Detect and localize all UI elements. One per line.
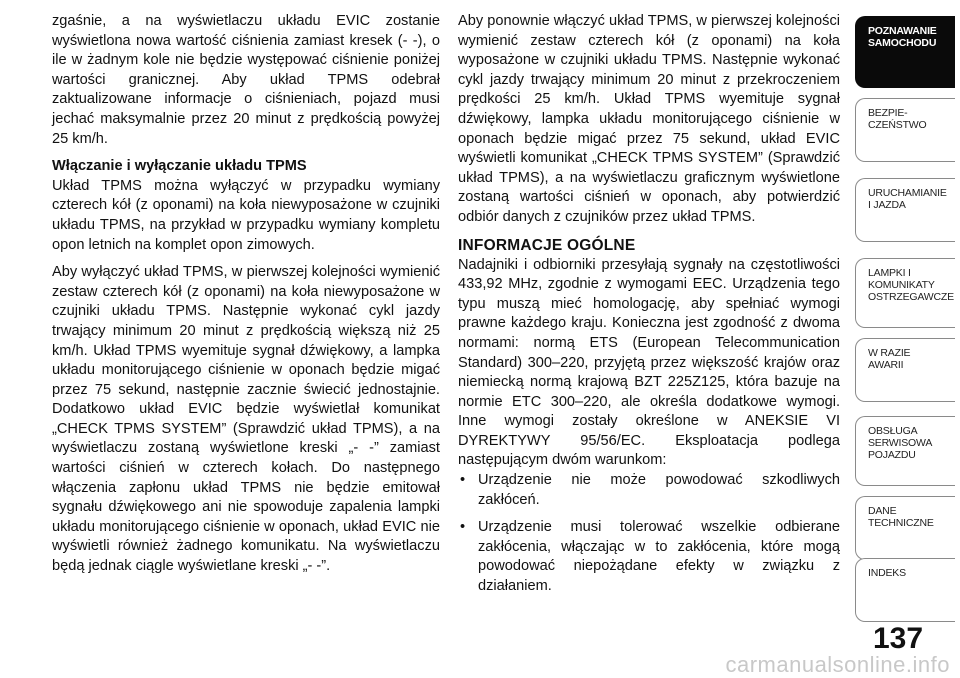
list-item: • Urządzenie musi tolerować wszelkie odbierane zakłócenia, włączając w to zakłócenia, które mogą powodować niepożądane efekty w związku z działaniem. bbox=[458, 518, 840, 596]
tab-label: W RAZIE AWARII bbox=[868, 347, 911, 371]
chapter-tabs bbox=[855, 16, 955, 648]
right-column bbox=[458, 12, 840, 605]
tab-label: URUCHAMIANIE I JAZDA bbox=[868, 187, 947, 211]
tab-label: DANE TECHNICZNE bbox=[868, 505, 934, 529]
watermark: carmanualsonline.info bbox=[725, 652, 950, 677]
paragraph: Aby wyłączyć układ TPMS, w pierwszej kolejności wymienić zestaw czterech kół (z oponami) na koła niewyposażone w czujniki układu TPMS. Następnie wykonać cykl jazdy trwający minimum 20 minut z prędkością większą niż 25 km/h. Układ TPMS wyemituje sygnał dźwiękowy, a lampka układu monitorującego ciśnienie w oponach będzie migać przez 75 sekund, następnie zacznie świecić jednostajnie. Dodatkowo układ EVIC będzie wyświetlał komunikat „CHECK TPMS SYSTEM” (Sprawdzić układ TPMS), a na wyświetlaczu zostaną wyświetlone kreski „- -” zamiast wartości ciśnień w czterech kołach. Do następnego włączenia zapłonu układ TPMS nie będzie emitował sygnału dźwiękowego ani nie spowoduje zapalenia lampki układu monitorującego ciśnienie w oponach, układ EVIC nie wyświetli również żadnego komunikatu. Na wyświetlaczu będą jednak ciągle wyświetlane kreski „- -”. bbox=[52, 264, 440, 575]
bullet-list bbox=[458, 471, 840, 597]
tab-lampki-i-komunikaty[interactable] bbox=[855, 258, 955, 328]
tab-bezpieczenstwo[interactable] bbox=[855, 98, 955, 162]
list-item: • Urządzenie nie może powodować szkodliwych zakłóceń. bbox=[458, 471, 840, 510]
tab-indeks[interactable] bbox=[855, 558, 955, 622]
paragraph: Aby ponownie włączyć układ TPMS, w pierwszej kolejności wymienić zestaw czterech kół (z oponami) na koła wyposażone w czujniki układu TPMS. Następnie wykonać cykl jazdy trwający minimum 20 minut z przekroczeniem prędkości 25 km/h. Układ TPMS wyemituje sygnał dźwiękowy, lampka układu monitorującego ciśnienie w oponach będzie migać przez 75 sekund, układ EVIC wyświetli komunikat „CHECK TPMS SYSTEM” (Sprawdzić układ TPMS), a na wyświetlaczu graficznym wyświetlone zostaną wartości ciśnień w oponach, aby potwierdzić odbiór danych z czujników przez układ TPMS. bbox=[458, 13, 840, 225]
paragraph: Układ TPMS można wyłączyć w przypadku wymiany czterech kół (z oponami) na koła niewyposażone w czujniki układu TPMS, na przykład w przypadku wymiany kompletu opon letnich na komplet opon zimowych. bbox=[52, 177, 440, 253]
tab-label: BEZPIE- CZEŃSTWO bbox=[868, 107, 927, 131]
tab-label: LAMPKI I KOMUNIKATY OSTRZEGAWCZE bbox=[868, 267, 954, 303]
tab-poznawanie-samochodu[interactable] bbox=[855, 16, 955, 88]
tab-w-razie-awarii[interactable] bbox=[855, 338, 955, 402]
tab-uruchamianie-i-jazda[interactable] bbox=[855, 178, 955, 242]
tab-label: POZNAWANIE SAMOCHODU bbox=[868, 25, 937, 49]
tab-dane-techniczne[interactable] bbox=[855, 496, 955, 560]
paragraph: Nadajniki i odbiorniki przesyłają sygnały na częstotliwości 433,92 MHz, zgodnie z wymogami EEC. Urządzenia tego typu muszą mieć homologację, aby spełniać wymogi prawne każdego kraju. Konieczna jest zgodność z dwoma normami: normą ETS (European Telecommunication Standard) 300–220, przyjętą przez większość krajów oraz niemiecką normą krajową BZT 225Z125, która bazuje na normie ETC 300–220, ale określa dodatkowe wymogi. Inne wymogi zostały określone w ANEKSIE VI DYREKTYWY 95/56/EC. Eksploatacja podlega następującym dwóm warunkom: bbox=[458, 256, 840, 469]
tab-obsluga-serwisowa[interactable] bbox=[855, 416, 955, 486]
tab-label: OBSŁUGA SERWISOWA POJAZDU bbox=[868, 425, 933, 461]
paragraph: zgaśnie, a na wyświetlaczu układu EVIC zostanie wyświetlona nowa wartość ciśnienia zamiast kresek (- -), o ile w żadnym kole nie będzie występować ciśnienie poniżej wartości granicznej. Aby układ TPMS odebrał zaktualizowane informacje o ciśnieniach, pojazd musi jechać maksymalnie przez 20 minut z prędkością powyżej 25 km/h. bbox=[52, 13, 440, 147]
section-heading: INFORMACJE OGÓLNE bbox=[458, 236, 636, 254]
section-heading: Włączanie i wyłączanie układu TPMS bbox=[52, 158, 307, 175]
page-number: 137 bbox=[872, 622, 924, 655]
left-column bbox=[52, 12, 440, 585]
tab-label: INDEKS bbox=[868, 567, 906, 579]
